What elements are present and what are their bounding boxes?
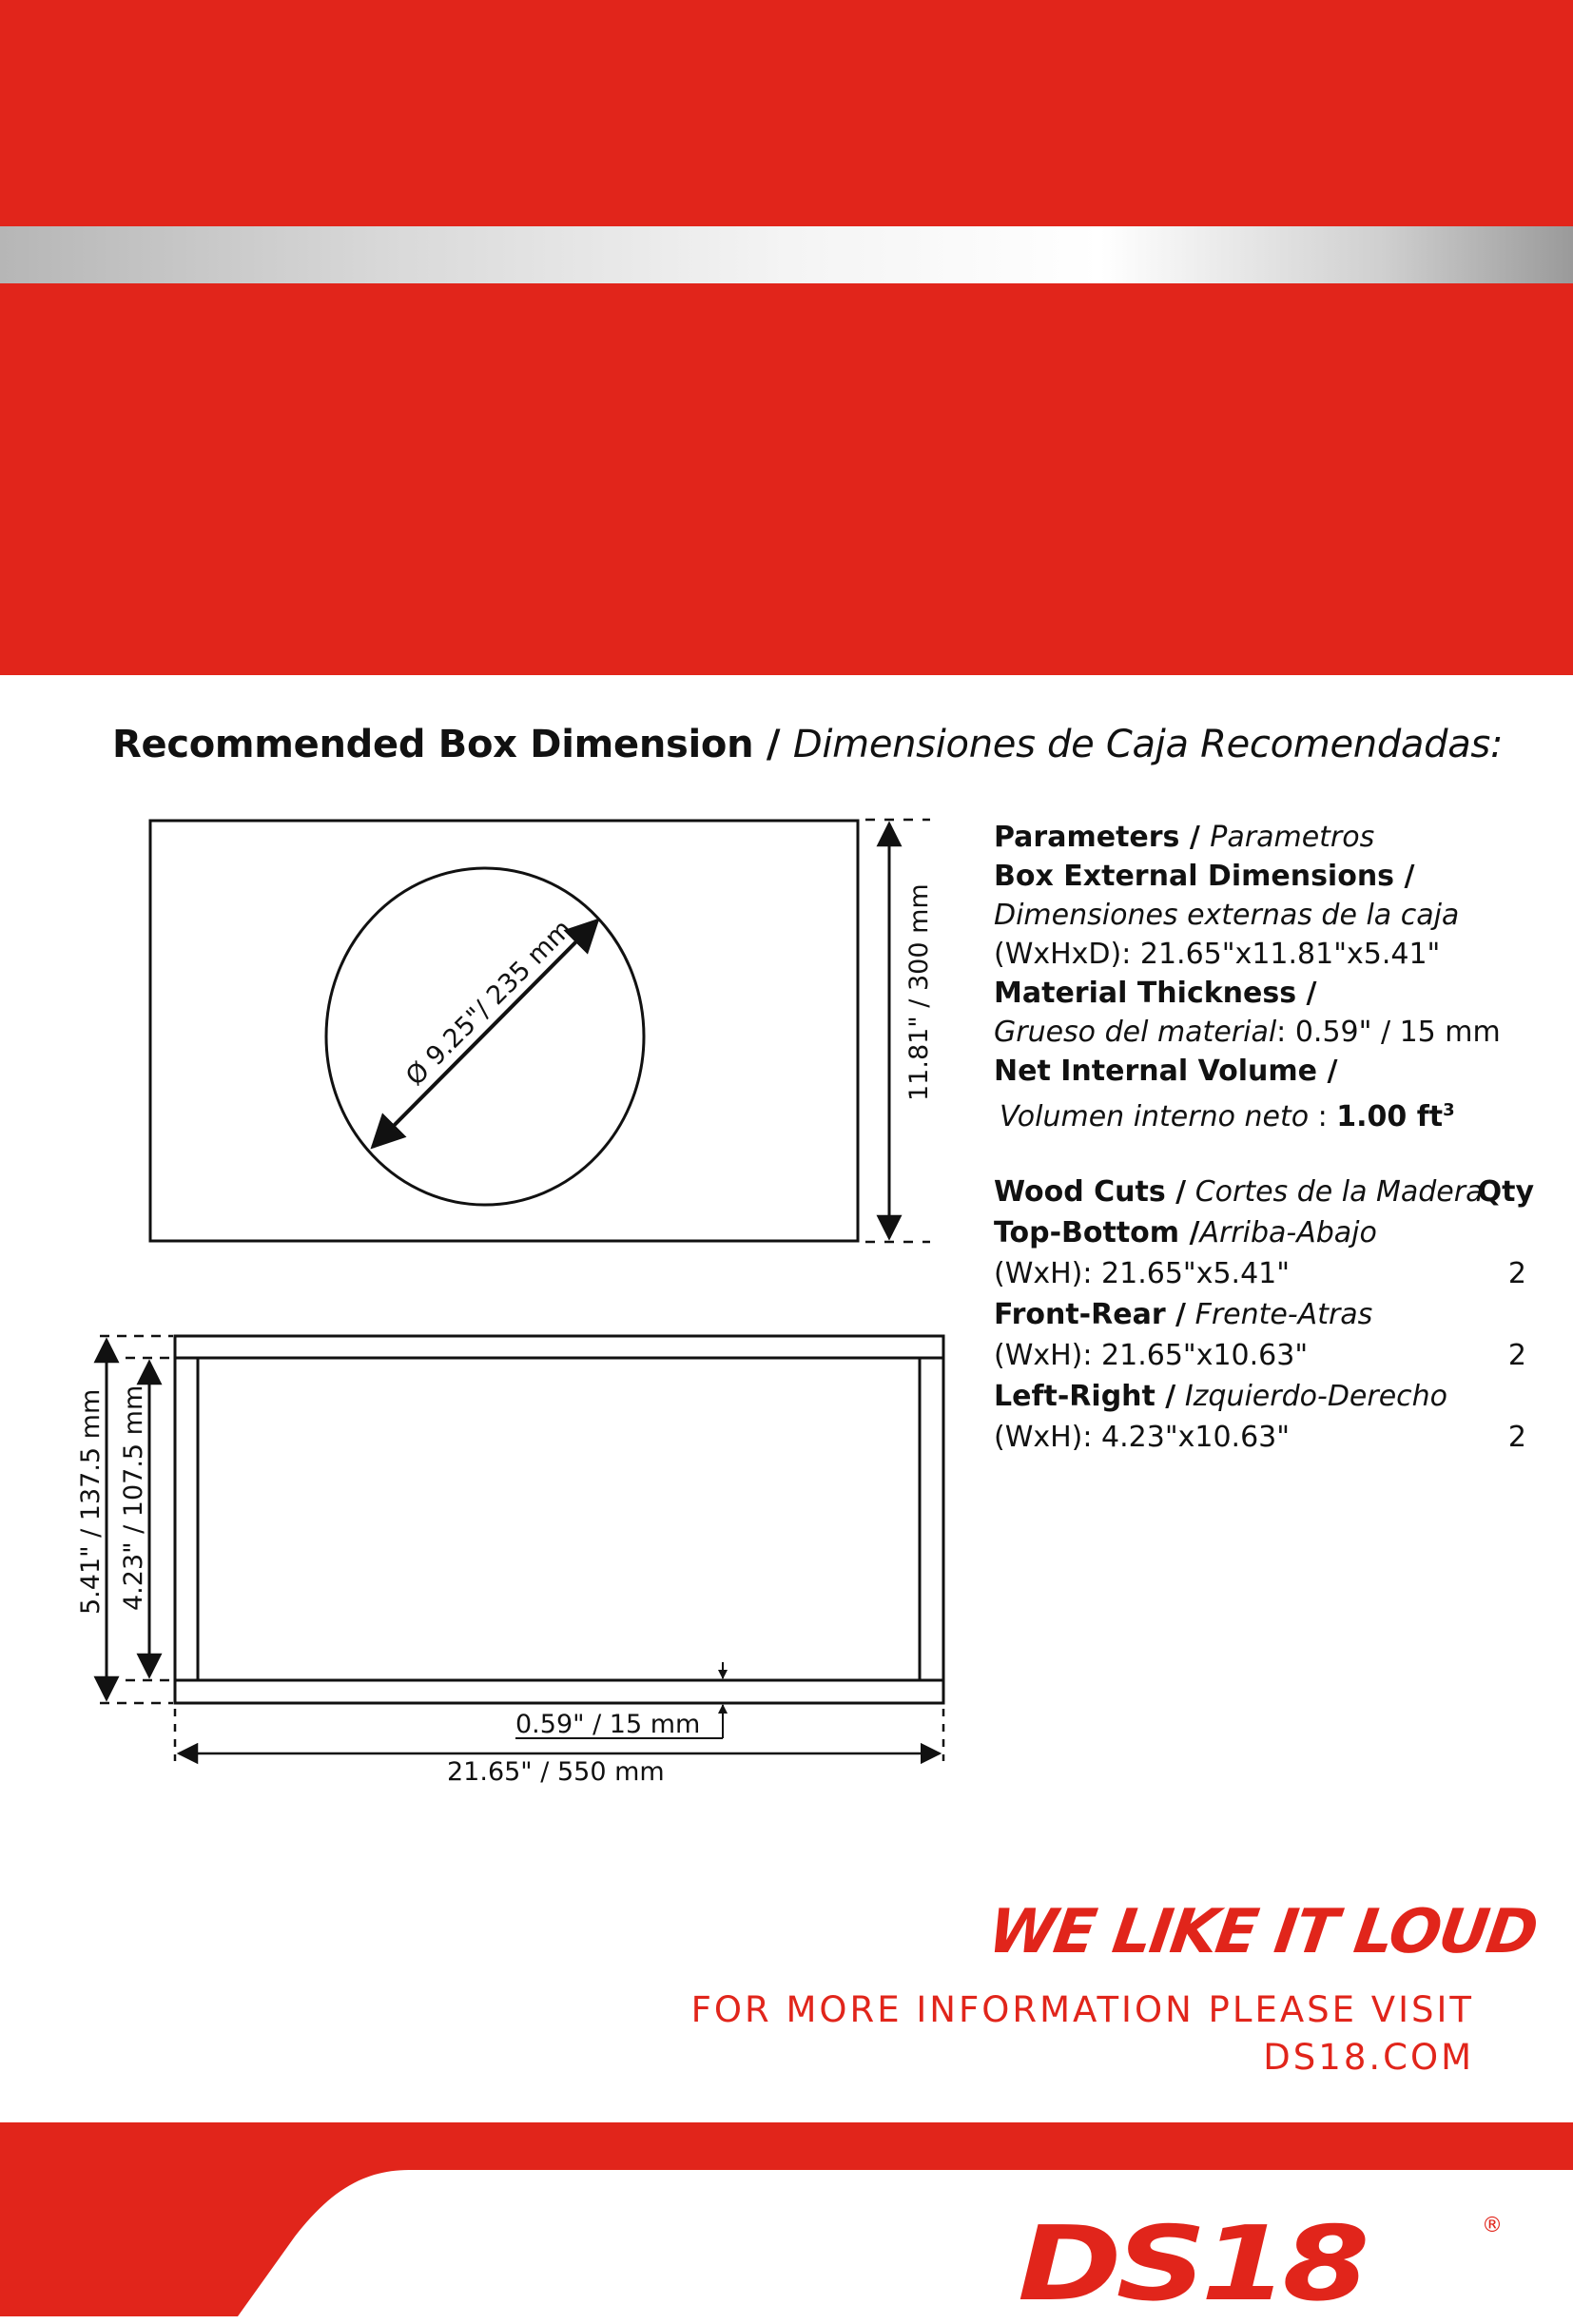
volume-en: Net Internal Volume / [994, 1055, 1338, 1088]
wood-cuts-block [994, 1172, 1534, 1458]
diameter-arrow [373, 920, 597, 1147]
cuts-title-en: Wood Cuts / [994, 1175, 1187, 1209]
cut-dims: (WxH): 4.23"x10.63" [994, 1421, 1291, 1454]
cut-name-row [994, 1294, 1526, 1335]
volume-row [994, 1091, 1526, 1136]
volume-unit-exponent: 3 [1443, 1100, 1455, 1120]
parameters-block [994, 818, 1526, 1136]
qty-header: Qty [1477, 1175, 1534, 1209]
cut-name-en: Front-Rear / [994, 1298, 1187, 1331]
material-row [994, 1013, 1526, 1052]
params-title-es: Parametros [1210, 821, 1375, 854]
cut-dims: (WxH): 21.65"x5.41" [994, 1257, 1291, 1290]
depth-outer-label: 5.41" / 137.5 mm [76, 1388, 106, 1615]
cut-qty: 2 [1507, 1257, 1526, 1290]
ds18-logo: DS18 [1018, 2204, 1365, 2324]
registered-mark: ® [1482, 2214, 1503, 2237]
diameter-label: Ø 9.25"/ 235 mm [400, 914, 578, 1092]
cut-dims-row [994, 1335, 1526, 1376]
speaker-cutout-circle [326, 868, 644, 1205]
cut-name-es: Izquierdo-Derecho [1184, 1380, 1448, 1413]
heading-english: Recommended Box Dimension [112, 723, 754, 766]
cut-dims: (WxH): 21.65"x10.63" [994, 1339, 1309, 1372]
front-view [150, 820, 934, 1242]
material-en: Material Thickness / [994, 977, 1317, 1010]
volume-es: Volumen interno neto [1000, 1100, 1310, 1133]
width-label: 21.65" / 550 mm [447, 1757, 665, 1787]
material-es: Grueso del material [994, 1016, 1277, 1049]
info-text: FOR MORE INFORMATION PLEASE VISIT [690, 1989, 1474, 2030]
website-link[interactable]: DS18.COM [1263, 2037, 1474, 2078]
volume-sep: : [1309, 1100, 1337, 1133]
cut-name-es: Frente-Atras [1194, 1298, 1373, 1331]
cut-qty: 2 [1507, 1339, 1526, 1372]
material-value: : 0.59" / 15 mm [1276, 1016, 1501, 1049]
height-label: 11.81" / 300 mm [904, 883, 934, 1101]
params-title-row: Parameters / Parametros [994, 821, 1375, 854]
thickness-label: 0.59" / 15 mm [515, 1710, 701, 1739]
cut-dims-row [994, 1417, 1526, 1458]
cuts-title-row [994, 1172, 1534, 1212]
cut-name-en: Left-Right / [994, 1380, 1176, 1413]
cut-qty: 2 [1507, 1421, 1526, 1454]
cut-name-en: Top-Bottom / [994, 1216, 1200, 1249]
front-panel-outline [150, 821, 858, 1241]
ext-dims-es: Dimensiones externas de la caja [994, 899, 1460, 932]
cut-name-row [994, 1376, 1526, 1417]
top-view [76, 1336, 943, 1787]
depth-inner-label: 4.23" / 107.5 mm [119, 1385, 148, 1611]
heading-spanish: Dimensiones de Caja Recomendadas: [792, 723, 1504, 766]
params-title-en: Parameters [994, 821, 1180, 854]
cut-dims-row [994, 1253, 1526, 1294]
cut-name-es: Arriba-Abajo [1199, 1216, 1377, 1249]
top-outer-outline [175, 1336, 943, 1703]
ext-dims-en: Box External Dimensions / [994, 860, 1415, 893]
cuts-title-es: Cortes de la Madera [1194, 1175, 1484, 1209]
volume-value: 1.00 ft [1336, 1100, 1444, 1133]
cut-name-row [994, 1212, 1526, 1253]
heading-separator: / [753, 723, 793, 766]
ext-dims-value: (WxHxD): 21.65"x11.81"x5.41" [994, 938, 1441, 971]
slogan: WE LIKE IT LOUD [983, 1897, 1541, 1967]
